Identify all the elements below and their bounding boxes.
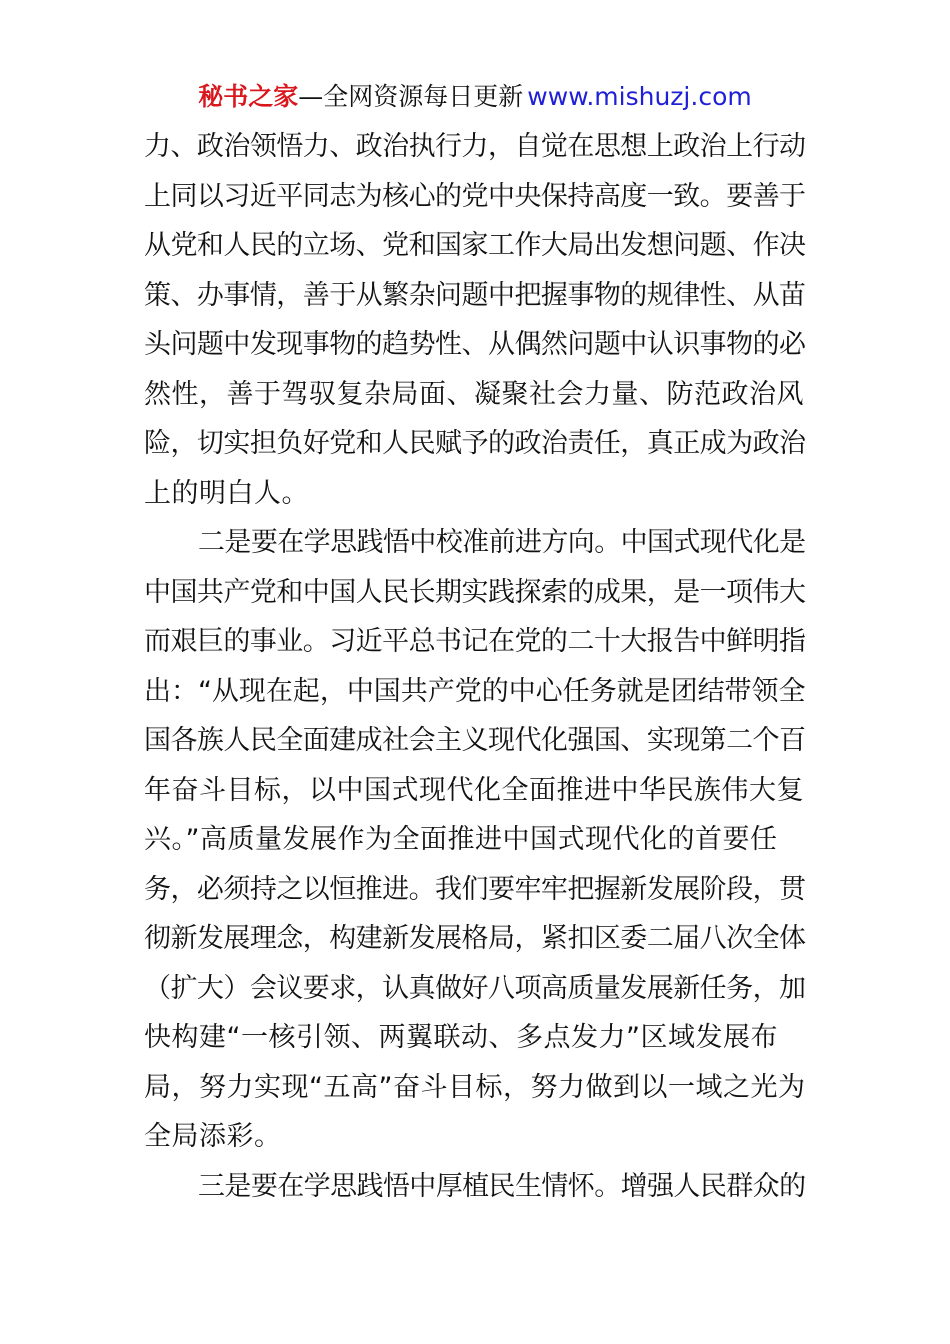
site-header: [0, 80, 950, 114]
document-line: 上的明白人。: [144, 477, 309, 509]
document-body: [144, 122, 806, 1211]
document-line: 从党和人民的立场、党和国家工作大局出发想问题、作决: [144, 230, 806, 261]
document-line: 出：“从现在起，中国共产党的中心任务就是团结带领全: [144, 675, 806, 707]
site-brand: 秘书之家: [198, 82, 299, 111]
document-line: （扩大）会议要求，认真做好八项高质量发展新任务，加: [144, 972, 806, 1004]
site-tagline: —全网资源每日更新: [298, 82, 524, 111]
document-line: 兴。”高质量发展作为全面推进中国式现代化的首要任: [144, 824, 778, 855]
document-line: 三是要在学思践悟中厚植民生情怀。增强人民群众的: [198, 1170, 806, 1202]
document-line: 力、政治领悟力、政治执行力，自觉在思想上政治上行动: [144, 131, 806, 162]
document-line: 年奋斗目标，以中国式现代化全面推进中华民族伟大复: [144, 774, 804, 806]
document-line: 中国共产党和中国人民长期实践探索的成果，是一项伟大: [144, 576, 806, 608]
document-line: 快构建“一核引领、两翼联动、多点发力”区域发展布: [144, 1022, 778, 1053]
document-line: 险，切实担负好党和人民赋予的政治责任，真正成为政治: [144, 428, 806, 459]
document-line: 策、办事情，善于从繁杂问题中把握事物的规律性、从苗: [144, 279, 806, 311]
document-line: 国各族人民全面建成社会主义现代化强国、实现第二个百: [144, 725, 806, 756]
site-url-link[interactable]: www.mishuzj.com: [527, 82, 752, 111]
document-line: 头问题中发现事物的趋势性、从偶然问题中认识事物的必: [144, 329, 806, 360]
document-line: 务，必须持之以恒推进。我们要牢牢把握新发展阶段，贯: [144, 873, 806, 905]
document-line: 局，努力实现“五高”奋斗目标，努力做到以一域之光为: [144, 1071, 806, 1103]
document-line: 全局添彩。: [144, 1121, 282, 1152]
document-line: 然性，善于驾驭复杂局面、凝聚社会力量、防范政治风: [144, 378, 804, 410]
document-line: 彻新发展理念，构建新发展格局，紧扣区委二届八次全体: [144, 923, 806, 954]
document-line: 二是要在学思践悟中校准前进方向。中国式现代化是: [198, 527, 806, 558]
document-line: 上同以习近平同志为核心的党中央保持高度一致。要善于: [144, 180, 806, 212]
document-line: 而艰巨的事业。习近平总书记在党的二十大报告中鲜明指: [144, 626, 806, 657]
